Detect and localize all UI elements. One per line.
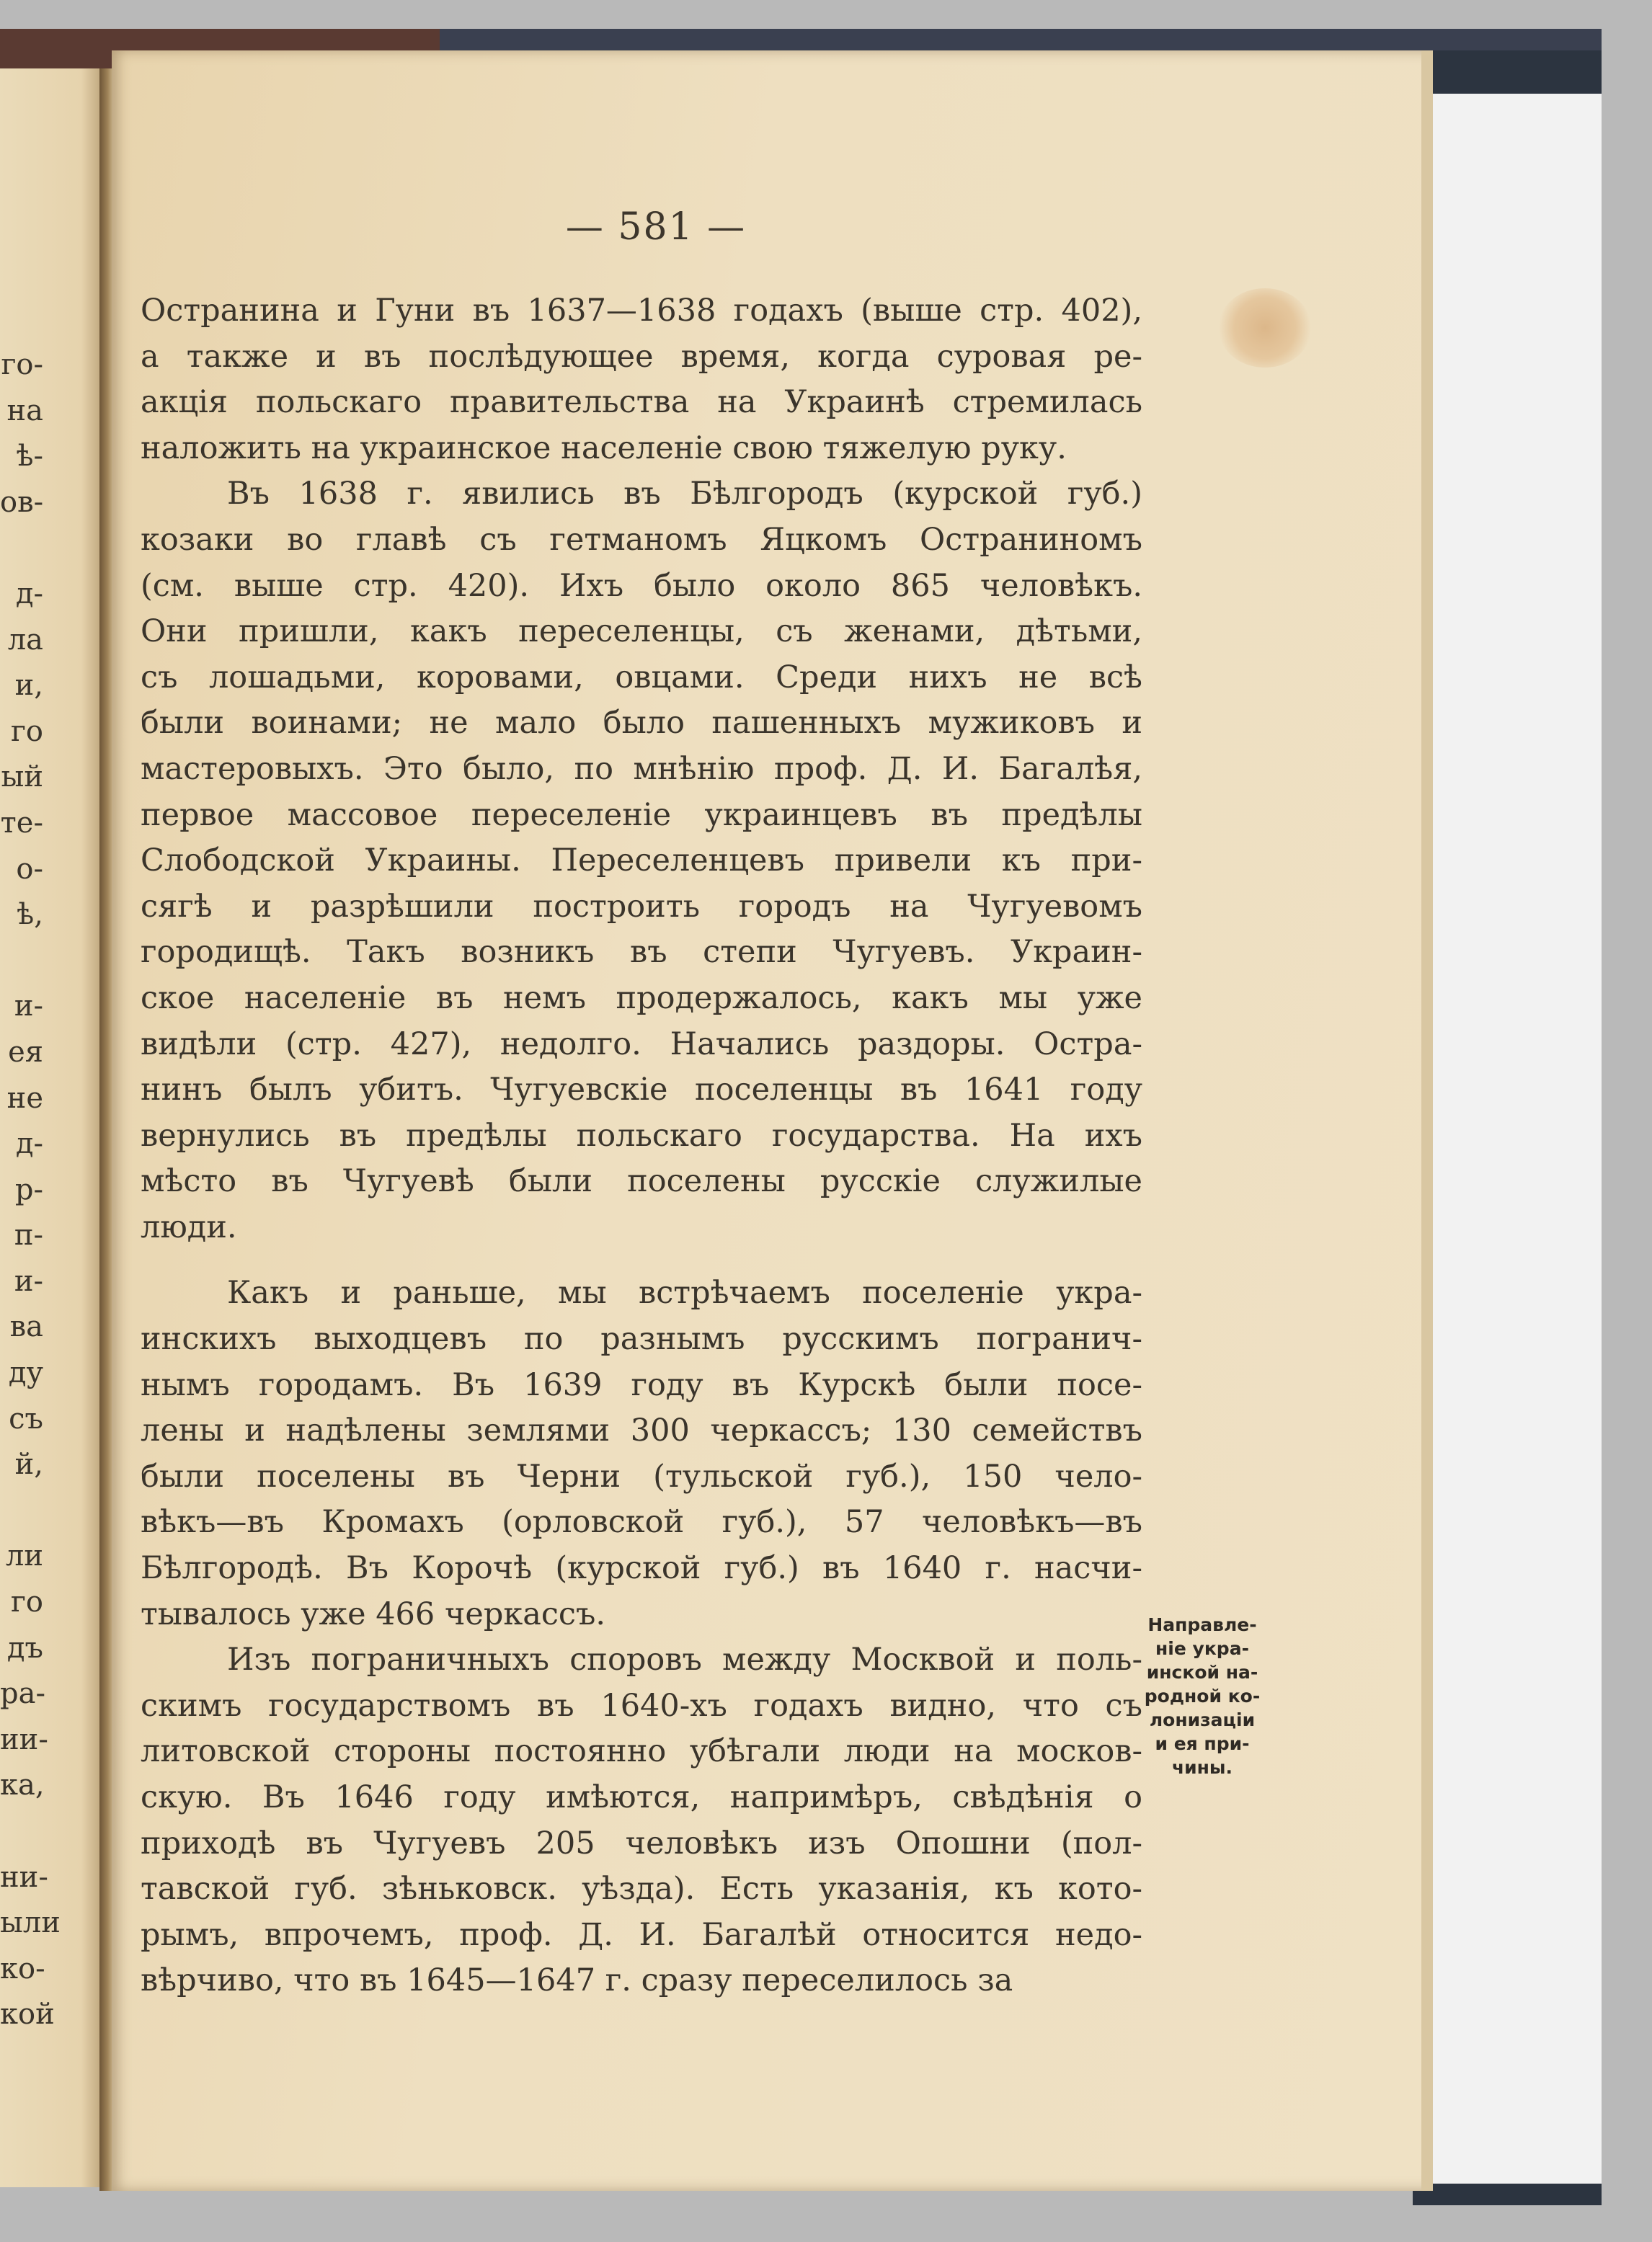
- previous-page-line: го-: [1, 348, 43, 381]
- margin-note-line: инской на-: [1146, 1662, 1258, 1683]
- previous-page-line: съ: [9, 1402, 43, 1436]
- previous-page-line: ду: [8, 1356, 43, 1390]
- previous-page-line: ко-: [0, 1952, 45, 1985]
- book-cover-inner: [1424, 94, 1602, 2184]
- text-line: Остранина и Гуни въ 1637—1638 годахъ (выше стр. 402),: [141, 293, 1142, 329]
- previous-page-line: д-: [15, 1127, 43, 1161]
- text-line: вернулись въ предѣлы польскаго государства. На ихъ: [141, 1117, 1142, 1154]
- text-line: рымъ, впрочемъ, проф. Д. И. Багалѣй относится недо-: [141, 1916, 1142, 1953]
- text-line: Слободской Украины. Переселенцевъ привели къ при-: [141, 842, 1142, 879]
- paper-stain: [1218, 288, 1312, 368]
- text-line: ское населеніе въ немъ продержалось, какъ мы уже: [141, 979, 1142, 1016]
- previous-page-line: го: [10, 1585, 43, 1619]
- text-line: козаки во главѣ съ гетманомъ Яцкомъ Остраниномъ: [141, 521, 1142, 558]
- previous-page-line: кой: [0, 1998, 55, 2032]
- text-line: акція польскаго правительства на Украинѣ стремилась: [141, 384, 1142, 421]
- previous-page-line: [0, 938, 43, 984]
- text-line: Изъ пограничныхъ споровъ между Москвой и поль-: [227, 1642, 1142, 1678]
- text-line: мѣсто въ Чугуевѣ были поселены русскіе служилые: [141, 1163, 1142, 1200]
- previous-page-line: ка,: [0, 1769, 45, 1802]
- previous-page-line: ии-: [0, 1722, 48, 1756]
- previous-page-line: го: [10, 714, 43, 748]
- previous-page-line: и-: [14, 989, 43, 1023]
- main-text-block: [141, 288, 1142, 2004]
- previous-page-line: на: [6, 393, 43, 427]
- text-line: Въ 1638 г. явились въ Бѣлгородъ (курской губ.): [227, 476, 1142, 512]
- text-line: скую. Въ 1646 году имѣются, напримѣръ, свѣдѣнія о: [141, 1779, 1142, 1815]
- text-line: люди.: [141, 1209, 237, 1245]
- previous-page-line: о-: [16, 852, 43, 886]
- page-edge: [1421, 50, 1433, 2191]
- text-line: наложить на украинское населеніе свою тяжелую руку.: [141, 430, 1067, 466]
- margin-note-line: чины.: [1171, 1757, 1233, 1778]
- text-line: Бѣлгородѣ. Въ Корочѣ (курской губ.) въ 1640 г. насчи-: [141, 1550, 1142, 1587]
- previous-page-line: ый: [1, 760, 43, 794]
- previous-page-line: ва: [9, 1310, 43, 1344]
- previous-page-line: ѣ,: [17, 898, 43, 932]
- text-line: съ лошадьми, коровами, овцами. Среди нихъ не всѣ: [141, 659, 1142, 695]
- text-line: видѣли (стр. 427), недолго. Начались раздоры. Остра-: [141, 1026, 1142, 1062]
- text-line: тывалось уже 466 черкассъ.: [141, 1596, 606, 1632]
- margin-note: [1130, 1613, 1274, 1779]
- previous-page-line: п-: [14, 1219, 43, 1253]
- text-line: первое массовое переселеніе украинцевъ въ предѣлы: [141, 796, 1142, 833]
- previous-page-line: ла: [7, 623, 43, 657]
- previous-page-line: й,: [14, 1448, 43, 1482]
- margin-note-line: Направле-: [1147, 1614, 1257, 1635]
- previous-page-line: и,: [14, 669, 43, 703]
- margin-note-line: родной ко-: [1144, 1686, 1261, 1707]
- margin-note-line: и ея при-: [1155, 1733, 1250, 1754]
- previous-page-line: р-: [14, 1173, 43, 1206]
- text-line: литовской стороны постоянно убѣгали люди на москов-: [141, 1733, 1142, 1770]
- text-line: Какъ и раньше, мы встрѣчаемъ поселеніе укра-: [227, 1275, 1142, 1312]
- text-line: нинъ былъ убитъ. Чугуевскіе поселенцы въ 1641 году: [141, 1072, 1142, 1108]
- margin-note-line: ніе укра-: [1155, 1638, 1249, 1659]
- previous-page-line: дъ: [6, 1631, 43, 1665]
- previous-page-line: д-: [15, 577, 43, 610]
- previous-page-line: не: [6, 1081, 43, 1115]
- previous-page-line: ов-: [0, 485, 44, 519]
- text-line: тавской губ. зѣньковск. уѣзда). Есть указанія, къ кото-: [141, 1871, 1142, 1908]
- previous-page-line: ни-: [0, 1860, 48, 1894]
- previous-page-text: [0, 342, 61, 2038]
- previous-page-line: ра-: [0, 1677, 45, 1711]
- text-line: городищѣ. Такъ возникъ въ степи Чугуевъ. Украин-: [141, 934, 1142, 971]
- previous-page-line: [0, 525, 43, 571]
- text-line: инскихъ выходцевъ по разнымъ русскимъ погранич-: [141, 1321, 1142, 1358]
- previous-page-line: те-: [0, 806, 43, 840]
- text-line: лены и надѣлены землями 300 черкассъ; 130 семействъ: [141, 1413, 1142, 1449]
- text-line: были воинами; не мало было пашенныхъ мужиковъ и: [141, 705, 1142, 742]
- text-line: мастеровыхъ. Это было, по мнѣнію проф. Д. И. Багалѣя,: [141, 750, 1142, 787]
- page-number: — 581 —: [565, 205, 747, 249]
- previous-page-line: [0, 1488, 43, 1534]
- text-line: вѣрчиво, что въ 1645—1647 г. сразу переселилось за: [141, 1962, 1013, 1999]
- previous-page-fragment: [0, 68, 108, 2187]
- previous-page-line: и-: [14, 1264, 43, 1298]
- text-line: Они пришли, какъ переселенцы, съ женами, дѣтьми,: [141, 613, 1142, 650]
- text-line: нымъ городамъ. Въ 1639 году въ Курскѣ были посе-: [141, 1366, 1142, 1403]
- previous-page-line: ѣ-: [16, 440, 43, 473]
- previous-page-line: ея: [8, 1035, 43, 1069]
- text-line: сягѣ и разрѣшили построить городъ на Чугуевомъ: [141, 888, 1142, 925]
- text-line: приходѣ въ Чугуевъ 205 человѣкъ изъ Опошни (пол-: [141, 1825, 1142, 1861]
- previous-page-line: [0, 1809, 43, 1855]
- text-line: скимъ государствомъ въ 1640-хъ годахъ видно, что съ: [141, 1687, 1142, 1724]
- text-line: а также и въ послѣдующее время, когда суровая ре-: [141, 338, 1142, 375]
- previous-page-line: ыли: [0, 1906, 61, 1940]
- text-line: вѣкъ—въ Кромахъ (орловской губ.), 57 человѣкъ—въ: [141, 1504, 1142, 1541]
- text-line: (см. выше стр. 420). Ихъ было около 865 человѣкъ.: [141, 567, 1142, 604]
- text-line: были поселены въ Черни (тульской губ.), 150 чело-: [141, 1458, 1142, 1495]
- previous-page-line: ли: [5, 1539, 43, 1573]
- margin-note-line: лонизаціи: [1149, 1709, 1256, 1730]
